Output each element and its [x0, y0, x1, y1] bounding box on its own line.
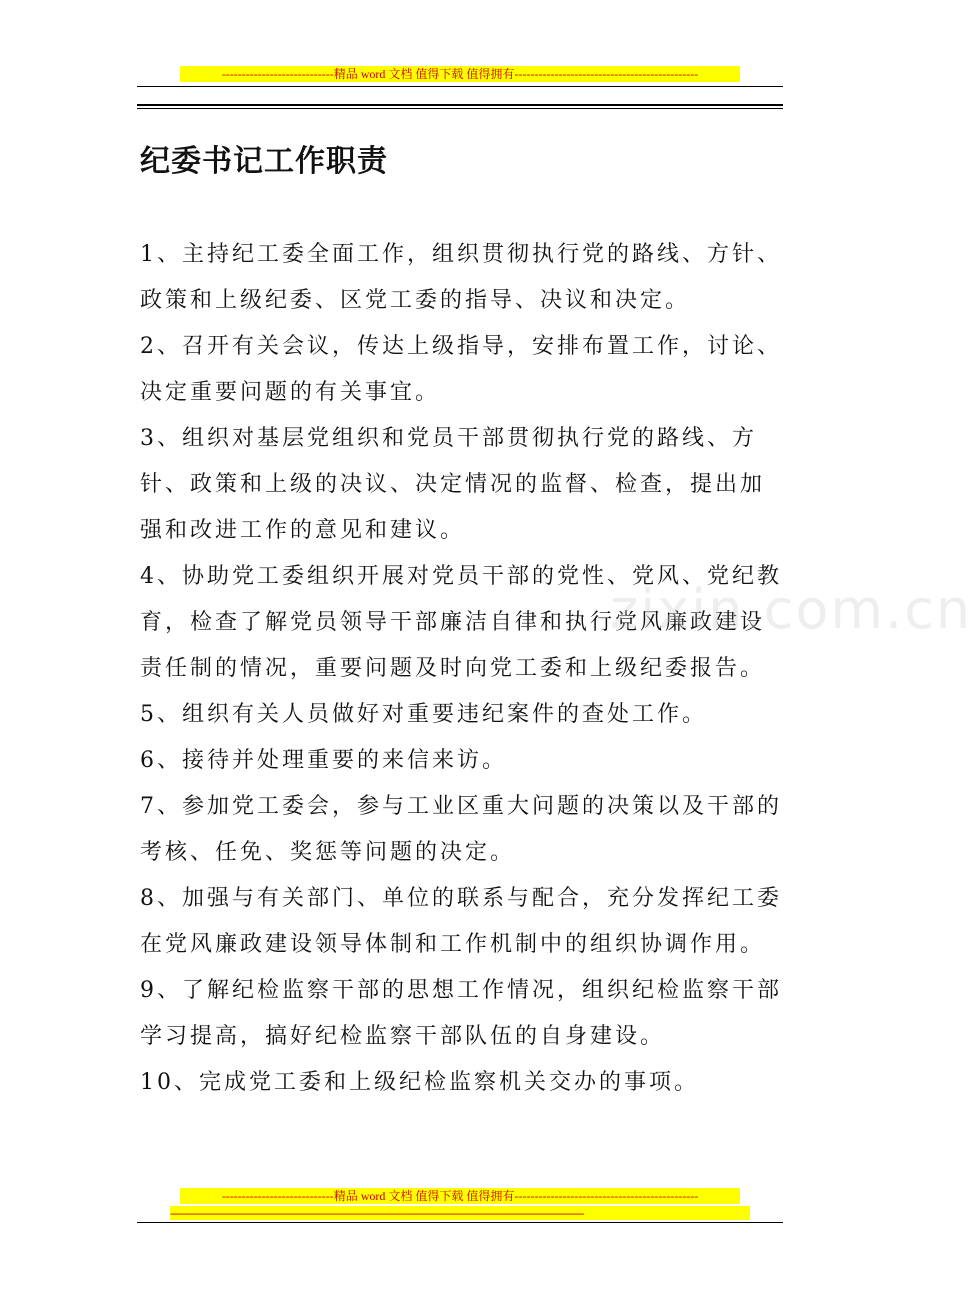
duty-item-7: 7、参加党工委会，参与工业区重大问题的决策以及干部的考核、任免、奖惩等问题的决定。	[140, 794, 782, 865]
footer-rule	[137, 1222, 783, 1223]
duty-item-2: 2、召开有关会议，传达上级指导，安排布置工作，讨论、决定重要问题的有关事宜。	[140, 334, 782, 405]
duty-item-5: 5、组织有关人员做好对重要违纪案件的查处工作。	[140, 702, 707, 727]
header-rule	[137, 86, 783, 87]
duty-item-9: 9、了解纪检监察干部的思想工作情况，组织纪检监察干部学习提高，搞好纪检监察干部队伍的自身建设。	[140, 978, 782, 1049]
title-double-rule-bottom	[137, 108, 783, 109]
duty-item-8: 8、加强与有关部门、单位的联系与配合，充分发挥纪工委在党风廉政建设领导体制和工作机制中的组织协调作用。	[140, 886, 782, 957]
footer-banner: ----------------------------精品 word 文档 值得下载 值得拥有----------------------------------------------	[180, 1188, 740, 1204]
footer-dash-line: ------------------------------------------------------------------------------------------------------------------------------------------	[170, 1206, 750, 1220]
duty-item-6: 6、接待并处理重要的来信来访。	[140, 748, 507, 773]
document-title: 纪委书记工作职责	[140, 144, 388, 179]
duty-item-10: 10、完成党工委和上级纪检监察机关交办的事项。	[140, 1070, 699, 1095]
duty-item-1: 1、主持纪工委全面工作，组织贯彻执行党的路线、方针、政策和上级纪委、区党工委的指导、决议和决定。	[140, 242, 782, 313]
document-body	[140, 232, 785, 1106]
header-banner: ----------------------------精品 word 文档 值得下载 值得拥有----------------------------------------------	[180, 66, 740, 82]
duty-item-3: 3、组织对基层党组织和党员干部贯彻执行党的路线、方针、政策和上级的决议、决定情况的监督、检查，提出加强和改进工作的意见和建议。	[140, 426, 766, 543]
duty-item-4: 4、协助党工委组织开展对党员干部的党性、党风、党纪教育，检查了解党员领导干部廉洁自律和执行党风廉政建设责任制的情况，重要问题及时向党工委和上级纪委报告。	[140, 564, 782, 681]
watermark: zixin.com.cn	[610, 578, 972, 641]
title-double-rule-top	[137, 104, 783, 106]
